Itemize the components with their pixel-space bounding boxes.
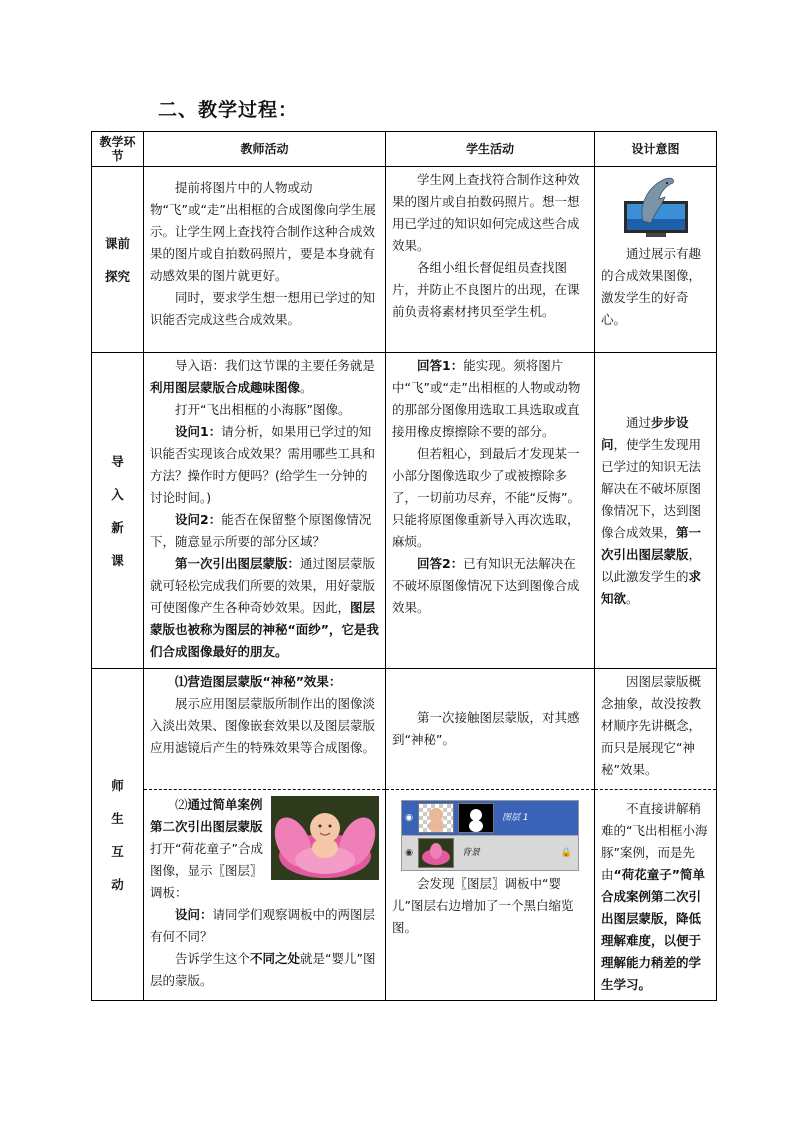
paragraph: 打开“飞出相框的小海豚”图像。 bbox=[175, 402, 351, 417]
stage-cell-interaction: 师 生 互 动 bbox=[92, 669, 144, 1001]
intent-cell bbox=[595, 353, 717, 669]
intent-cell bbox=[595, 669, 717, 1001]
lesson-table bbox=[91, 131, 717, 1001]
stage-cell-preclass: 课前 探究 bbox=[92, 167, 144, 353]
student-activity-cell bbox=[386, 669, 595, 1001]
paragraph: 导入语：我们这节课的主要任务就是利用图层蒙版合成趣味图像。 bbox=[150, 358, 376, 395]
paragraph: 同时，要求学生想一想用已学过的知识能否完成这些合成效果。 bbox=[150, 290, 376, 327]
paragraph: 各组小组长督促组员查找图片，并防止不良图片的出现，在课前负责将素材拷贝至学生机。 bbox=[392, 260, 580, 319]
lotus-baby-image bbox=[271, 796, 379, 880]
dolphin-tv-image bbox=[621, 175, 691, 239]
paragraph: 不直接讲解稍难的“飞出相框小海豚”案例，而是先由“荷花童子”简单合成案例第二次引出图层蒙版，降低理解难度，以便于理解能力稍差的学生学习。 bbox=[601, 801, 708, 992]
table-header-row bbox=[92, 132, 717, 167]
paragraph: 通过展示有趣的合成效果图像，激发学生的好奇心。 bbox=[601, 246, 702, 327]
stage-cell-intro: 导 入 新 课 bbox=[92, 353, 144, 669]
teacher-activity-cell bbox=[144, 353, 386, 669]
header-teacher: 教师活动 bbox=[144, 132, 386, 167]
paragraph: 告诉学生这个不同之处就是“婴儿”图层的蒙版。 bbox=[150, 951, 376, 988]
layer-thumbnail bbox=[418, 803, 454, 833]
intent-cell bbox=[595, 167, 717, 353]
header-student: 学生活动 bbox=[386, 132, 595, 167]
layer-name: 图层 1 bbox=[502, 813, 529, 823]
paragraph: 设问1：请分析，如果用已学过的知识能否实现该合成效果？需用哪些工具和方法？操作时方便吗？(给学生一分钟的讨论时间。) bbox=[150, 424, 376, 505]
layer-row-baby[interactable] bbox=[402, 801, 578, 836]
paragraph: 但若粗心，到最后才发现某一小部分图像选取少了或被擦除多了，一切前功尽弃，不能“反悔”。只能将原图像重新导入再次选取，麻烦。 bbox=[392, 446, 580, 549]
layer-row-background[interactable] bbox=[402, 836, 578, 870]
paragraph: 第一次引出图层蒙版：通过图层蒙版就可轻松完成我们所要的效果，用好蒙版可使图像产生各种奇妙效果。因此，图层蒙版也被称为图层的神秘“面纱”，它是我们合成图像最好的朋友。 bbox=[150, 556, 379, 659]
table-row bbox=[92, 353, 717, 669]
layer-name: 背景 bbox=[462, 848, 481, 858]
paragraph: 设问：请同学们观察调板中的两图层有何不同？ bbox=[150, 907, 376, 944]
teacher-activity-cell bbox=[144, 167, 386, 353]
layer-mask-thumbnail[interactable] bbox=[458, 803, 494, 833]
student-activity-cell bbox=[386, 353, 595, 669]
table-row bbox=[92, 669, 717, 1001]
paragraph: 学生网上查找符合制作这种效果的图片或自拍数码照片。想一想用已学过的知识如何完成这些合成效果。 bbox=[392, 172, 580, 253]
header-stage: 教学环节 bbox=[92, 132, 144, 167]
subsection-title: ⑴营造图层蒙版“神秘”效果： bbox=[175, 674, 342, 689]
section-heading: 二、教学过程： bbox=[158, 99, 299, 121]
paragraph: 展示应用图层蒙版所制作出的图像淡入淡出效果、图像嵌套效果以及图层蒙版应用滤镜后产生的特殊效果等合成图像。 bbox=[150, 696, 376, 755]
paragraph: 会发现〖图层〗调板中“婴儿”图层右边增加了一个黑白缩览图。 bbox=[392, 876, 574, 935]
lock-icon: 🔒 bbox=[560, 848, 572, 858]
header-intent: 设计意图 bbox=[595, 132, 717, 167]
paragraph: 第一次接触图层蒙版，对其感到“神秘”。 bbox=[392, 710, 580, 747]
paragraph: 回答2：已有知识无法解决在不破坏原图像情况下达到图像合成效果。 bbox=[392, 556, 580, 615]
table-row bbox=[92, 167, 717, 353]
paragraph: 设问2：能否在保留整个原图像情况下，随意显示所要的部分区域？ bbox=[150, 512, 372, 549]
layers-panel[interactable] bbox=[401, 800, 579, 871]
teacher-activity-cell bbox=[144, 669, 386, 1001]
eye-icon[interactable]: ◉ bbox=[405, 848, 413, 858]
layer-thumbnail bbox=[418, 838, 454, 868]
student-activity-cell bbox=[386, 167, 595, 353]
paragraph: 因图层蒙版概念抽象，故没按教材顺序先讲概念，而只是展现它“神秘”效果。 bbox=[601, 674, 702, 777]
eye-icon[interactable]: ◉ bbox=[405, 813, 413, 823]
paragraph: 通过步步设问，使学生发现用已学过的知识无法解决在不破坏原图像情况下，达到图像合成效果，第一次引出图层蒙版，以此激发学生的求知欲。 bbox=[601, 414, 702, 606]
paragraph: 提前将图片中的人物或动物“飞”或“走”出相框的合成图像向学生展示。让学生网上查找符合制作这种合成效果的图片或自拍数码照片，要是本身就有动感效果的图片就更好。 bbox=[150, 180, 376, 283]
paragraph: ⑵通过简单案例第二次引出图层蒙版打开“荷花童子”合成图像，显示〖图层〗调板： bbox=[150, 797, 263, 900]
paragraph: 回答1：能实现。须将图片中“飞”或“走”出相框的人物或动物的那部分图像用选取工具选取或直接用橡皮擦擦除不要的部分。 bbox=[392, 358, 581, 439]
